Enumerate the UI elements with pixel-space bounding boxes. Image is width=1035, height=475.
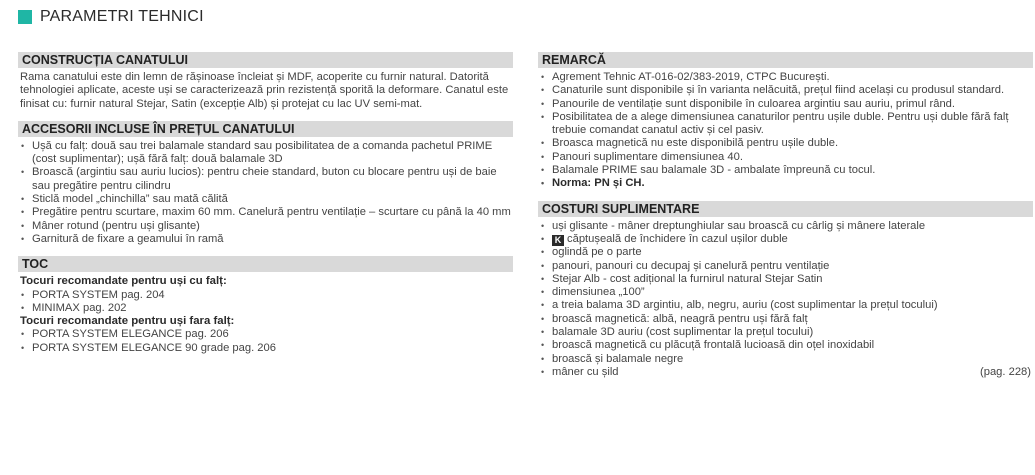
- list-item: • Mâner rotund (pentru uși glisante): [20, 220, 511, 233]
- section-remarca-title: REMARCĂ: [538, 52, 1033, 68]
- list-item: • Agrement Tehnic AT-016-02/383-2019, CTPC București.: [540, 71, 1031, 84]
- list-item: • PORTA SYSTEM ELEGANCE 90 grade pag. 206: [20, 342, 511, 355]
- list-item: • a treia balama 3D argintiu, alb, negru, auriu (cost suplimentar la prețul tocului): [540, 299, 1031, 312]
- list-item: [540, 366, 1031, 379]
- list-item: • Broască (argintiu sau auriu lucios): pentru cheie standard, buton cu blocare pentru uși de baie sau pregătire pentru cilindru: [20, 166, 511, 193]
- list-item: • broască și balamale negre: [540, 353, 1031, 366]
- list-item: • Garnitură de fixare a geamului în ramă: [20, 233, 511, 246]
- list-item: • uși glisante - mâner dreptunghiular sau broască cu cârlig și mânere laterale: [540, 220, 1031, 233]
- page-reference: (pag. 228): [980, 365, 1031, 378]
- list-item: • oglindă pe o parte: [540, 246, 1031, 259]
- page-header: [18, 8, 204, 26]
- list-item-text: mâner cu șild: [552, 365, 619, 378]
- section-accesorii-title: ACCESORII INCLUSE ÎN PREȚUL CANATULUI: [18, 121, 513, 137]
- list-item: • Posibilitatea de a alege dimensiunea canaturilor pentru ușile duble. Pentru uși duble fără falț trebuie comandat canatul activ și cel pasiv.: [540, 111, 1031, 138]
- list-item: • broască magnetică cu plăcuță frontală lucioasă din oțel inoxidabil: [540, 339, 1031, 352]
- toc-group1-list: [18, 289, 513, 316]
- left-column: [18, 52, 513, 355]
- section-costuri-title: COSTURI SUPLIMENTARE: [538, 201, 1033, 217]
- list-item: • Pregătire pentru scurtare, maxim 60 mm. Canelură pentru ventilație – scurtare cu până la 40 mm: [20, 206, 511, 219]
- section-toc-title: TOC: [18, 256, 513, 272]
- remarca-list: [538, 71, 1033, 191]
- toc-group1-title: Tocuri recomandate pentru uși cu falț:: [20, 275, 227, 288]
- list-item: • Sticlă model „chinchilla” sau mată călită: [20, 193, 511, 206]
- constructia-text: Rama canatului este din lemn de rășinoase încleiat și MDF, acoperite cu furnir natural. Datorită tehnologiei aplicate, aceste uși se caracterizează prin rezistență sporită la deformare. Canatul este finisat cu: furnir natural Stejar, Satin (excepție Alb) și protejat cu lac UV semi-mat.: [20, 71, 509, 110]
- accesorii-list: [18, 140, 513, 246]
- teal-square-icon: [18, 10, 32, 24]
- list-item: • balamale 3D auriu (cost suplimentar la prețul tocului): [540, 326, 1031, 339]
- right-column: [538, 52, 1033, 379]
- list-item: • Balamale PRIME sau balamale 3D - ambalate împreună cu tocul.: [540, 164, 1031, 177]
- list-item: • Ușă cu falț: două sau trei balamale standard sau posibilitatea de a comanda pachetul PRIME (cost suplimentar); ușă fără falț: două balamale 3D: [20, 140, 511, 167]
- page-title: PARAMETRI TEHNICI: [40, 8, 204, 25]
- list-item: • PORTA SYSTEM pag. 204: [20, 289, 511, 302]
- list-item: • broască magnetică: albă, neagră pentru uși fără falț: [540, 313, 1031, 326]
- list-item: [540, 233, 1031, 246]
- section-constructia-title: CONSTRUCȚIA CANATULUI: [18, 52, 513, 68]
- list-item: • Stejar Alb - cost adițional la furnirul natural Stejar Satin: [540, 273, 1031, 286]
- costuri-list: [538, 220, 1033, 380]
- k-badge-icon: K: [552, 235, 564, 246]
- list-item: • PORTA SYSTEM ELEGANCE pag. 206: [20, 328, 511, 341]
- toc-group2-title: Tocuri recomandate pentru uși fara falț:: [20, 315, 235, 328]
- list-item-text: căptușeală de închidere în cazul ușilor duble: [567, 232, 788, 245]
- toc-group2-list: [18, 328, 513, 355]
- list-item: • Broasca magnetică nu este disponibilă pentru ușile duble.: [540, 137, 1031, 150]
- list-item: • Panourile de ventilație sunt disponibile în culoarea argintiu sau auriu, primul rând.: [540, 98, 1031, 111]
- list-item: • Panouri suplimentare dimensiunea 40.: [540, 151, 1031, 164]
- list-item: • dimensiunea „100”: [540, 286, 1031, 299]
- list-item: • Canaturile sunt disponibile și în varianta nelăcuită, prețul fiind același cu produsul standard.: [540, 84, 1031, 97]
- list-item: • panouri, panouri cu decupaj și canelură pentru ventilație: [540, 260, 1031, 273]
- norma-item: • Norma: PN și CH.: [540, 177, 1031, 190]
- list-item: • MINIMAX pag. 202: [20, 302, 511, 315]
